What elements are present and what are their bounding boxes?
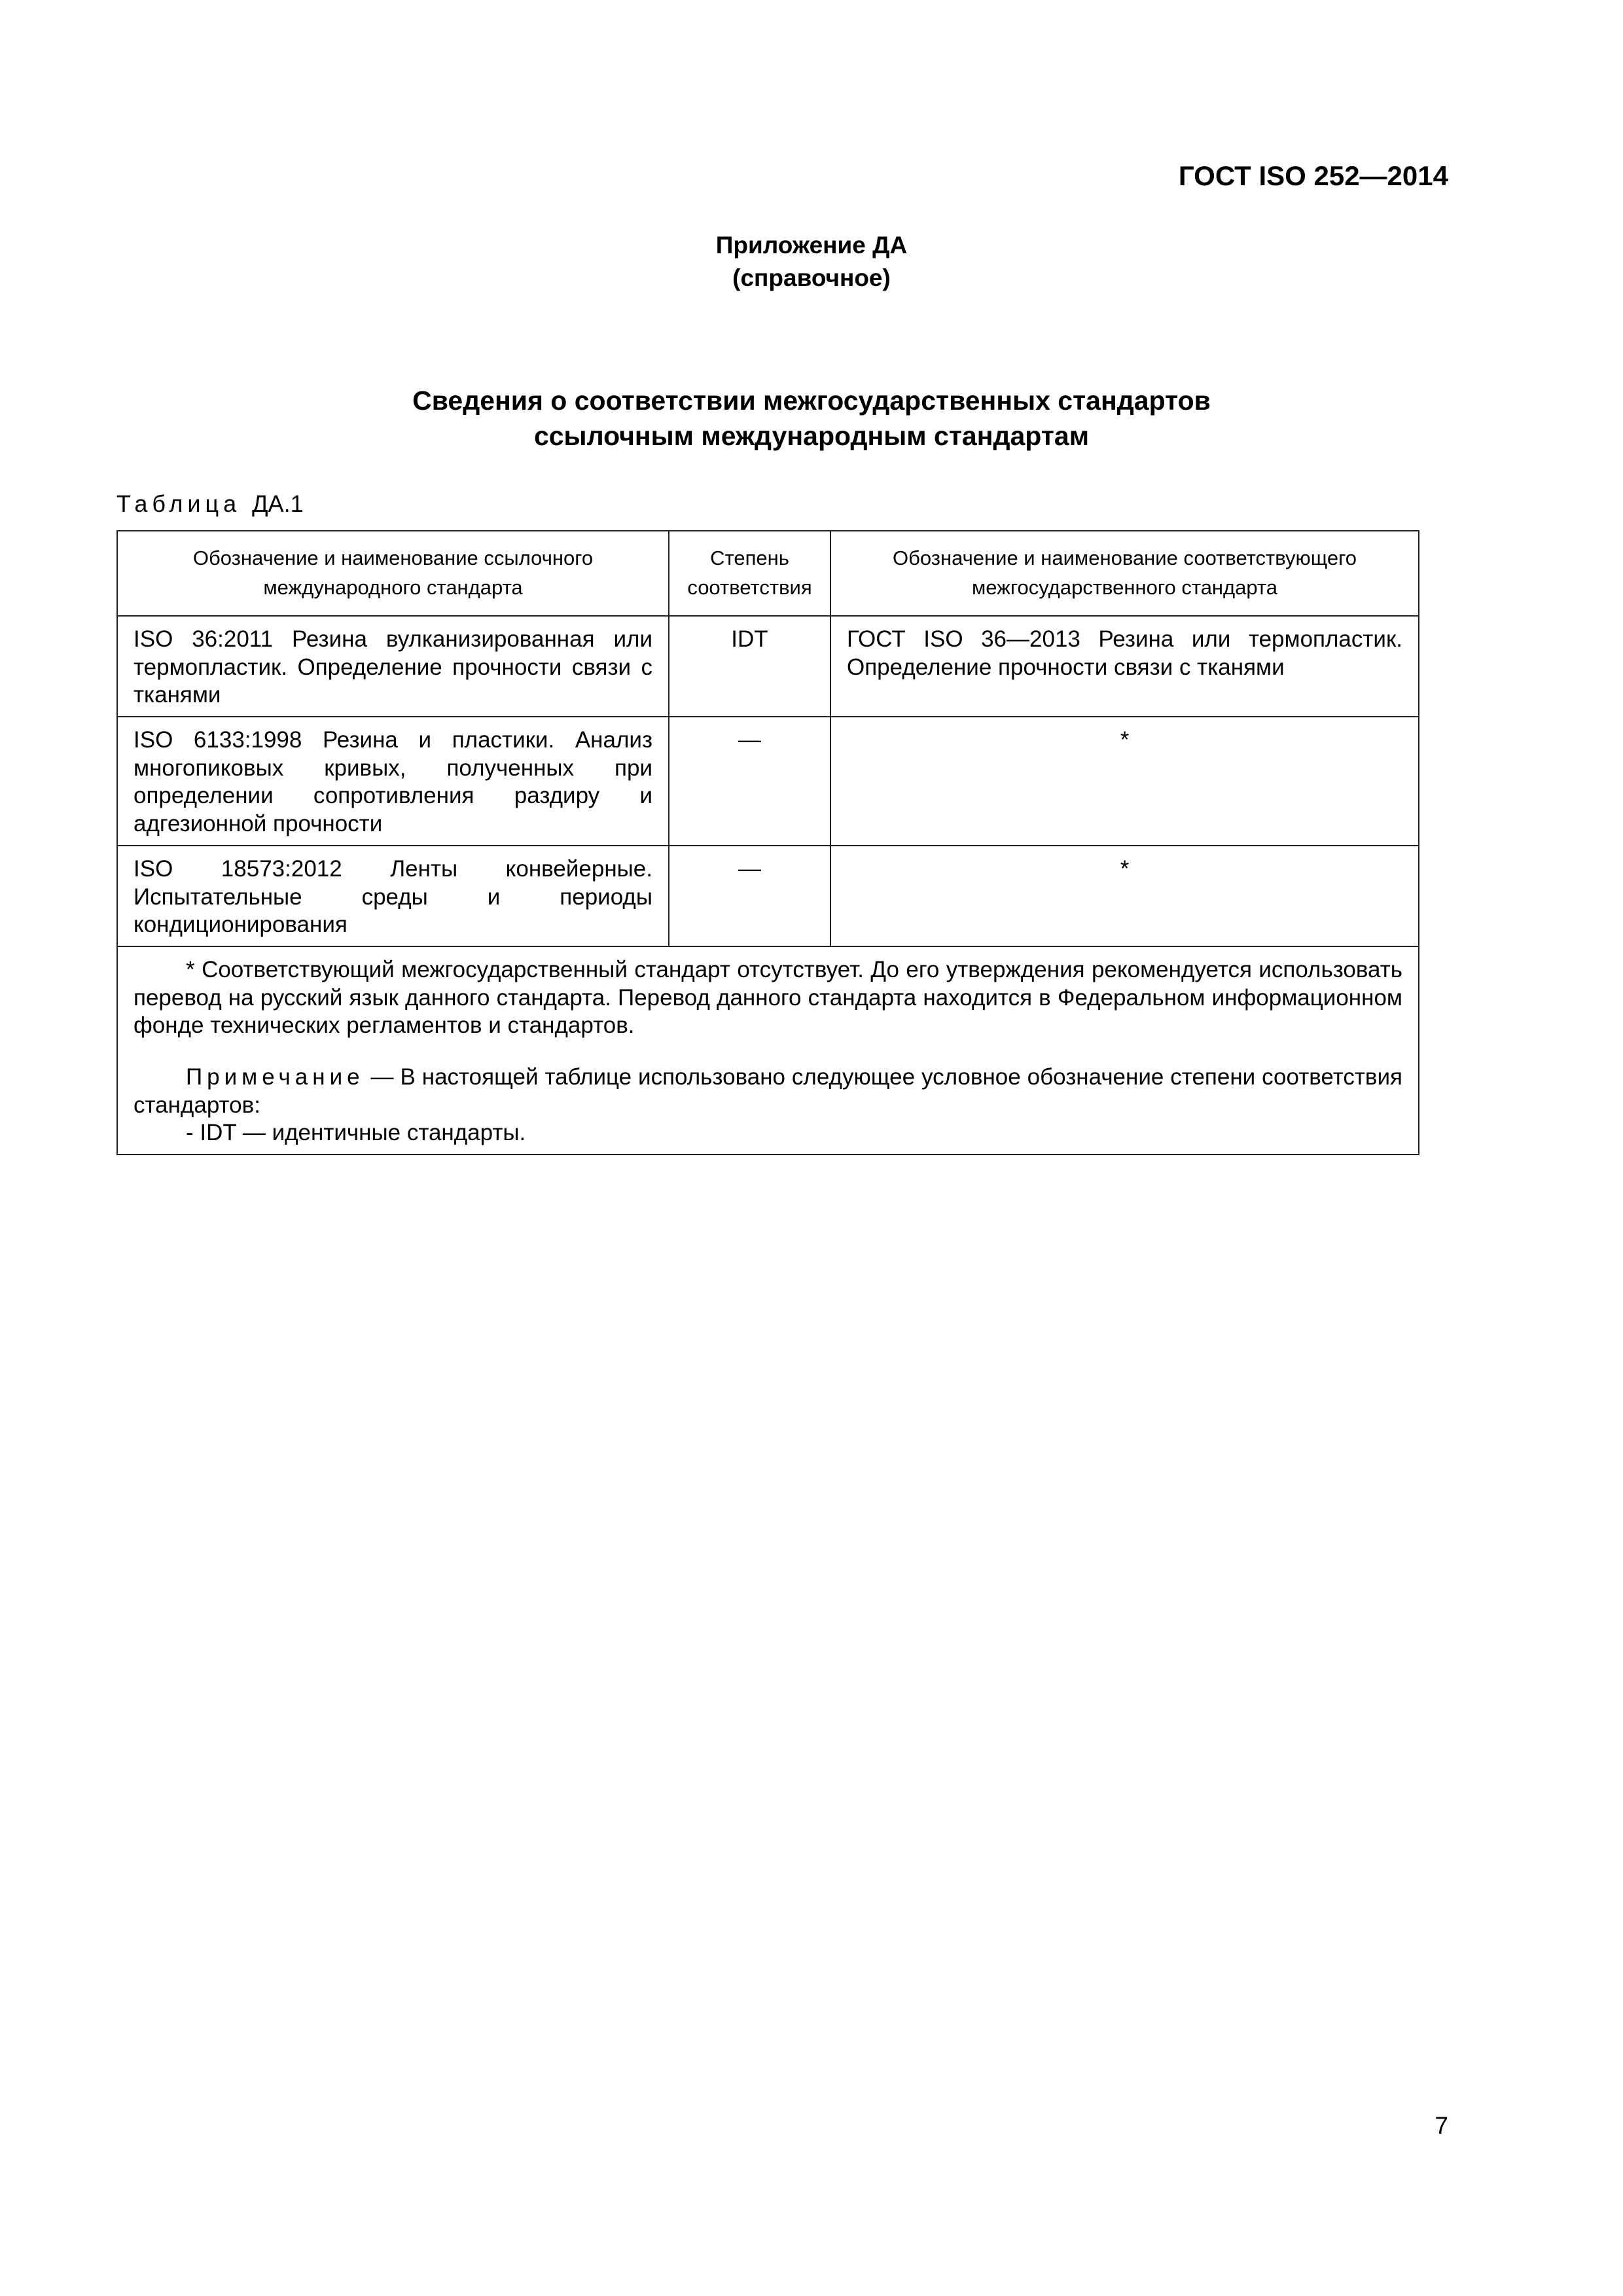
table-note-label: Примечание bbox=[186, 1064, 365, 1090]
header-interstate-standard: Обозначение и наименование соответствующего межгосударственного стандарта bbox=[830, 531, 1419, 616]
correspondence-table bbox=[116, 530, 1419, 1155]
ref-standard-cell: ISO 36:2011 Резина вулканизированная или термопластик. Определение прочности связи с тканями bbox=[117, 616, 669, 717]
table-header-row bbox=[117, 531, 1419, 616]
table-caption-number: ДА.1 bbox=[252, 490, 304, 517]
header-ref-standard: Обозначение и наименование ссылочного международного стандарта bbox=[117, 531, 669, 616]
header-degree: Степень соответствия bbox=[669, 531, 830, 616]
degree-cell: — bbox=[669, 846, 830, 946]
ref-standard-cell: ISO 6133:1998 Резина и пластики. Анализ многопиковых кривых, полученных при определении сопротивления раздиру и адгезионной прочности bbox=[117, 717, 669, 846]
table-caption-label: Таблица bbox=[116, 490, 241, 517]
section-title bbox=[0, 383, 1623, 454]
table-row bbox=[117, 616, 1419, 717]
table-caption bbox=[116, 490, 304, 518]
section-title-line-2: ссылочным международным стандартам bbox=[533, 421, 1090, 452]
section-title-line-1: Сведения о соответствии межгосударственных стандартов bbox=[412, 386, 1211, 416]
table-note-text bbox=[134, 1064, 1402, 1119]
interstate-standard-cell: ГОСТ ISO 36—2013 Резина или термопластик. Определение прочности связи с тканями bbox=[830, 616, 1419, 717]
table-row bbox=[117, 846, 1419, 946]
annex-heading bbox=[0, 229, 1623, 295]
interstate-standard-cell: * bbox=[830, 717, 1419, 846]
annex-title: Приложение ДА bbox=[715, 232, 908, 259]
table-notes-row bbox=[117, 946, 1419, 1155]
table-row bbox=[117, 717, 1419, 846]
interstate-standard-cell: * bbox=[830, 846, 1419, 946]
degree-cell: IDT bbox=[669, 616, 830, 717]
ref-standard-cell: ISO 18573:2012 Ленты конвейерные. Испытательные среды и периоды кондиционирования bbox=[117, 846, 669, 946]
document-code: ГОСТ ISO 252—2014 bbox=[1178, 160, 1448, 191]
table-note-body: — В настоящей таблице использовано следующее условное обозначение степени соответствия стандартов: bbox=[134, 1064, 1402, 1118]
degree-cell: — bbox=[669, 717, 830, 846]
page-number: 7 bbox=[1435, 2112, 1448, 2139]
table-footnote: * Соответствующий межгосударственный стандарт отсутствует. До его утверждения рекомендуется использовать перевод на русский язык данного стандарта. Перевод данного стандарта находится в Федеральном информационном фонде технических регламентов и стандартов. bbox=[134, 956, 1402, 1039]
table-note bbox=[134, 1064, 1402, 1147]
annex-subtitle: (справочное) bbox=[732, 264, 891, 291]
table-note-item: - IDT — идентичные стандарты. bbox=[186, 1120, 526, 1146]
table-notes-cell bbox=[117, 946, 1419, 1155]
